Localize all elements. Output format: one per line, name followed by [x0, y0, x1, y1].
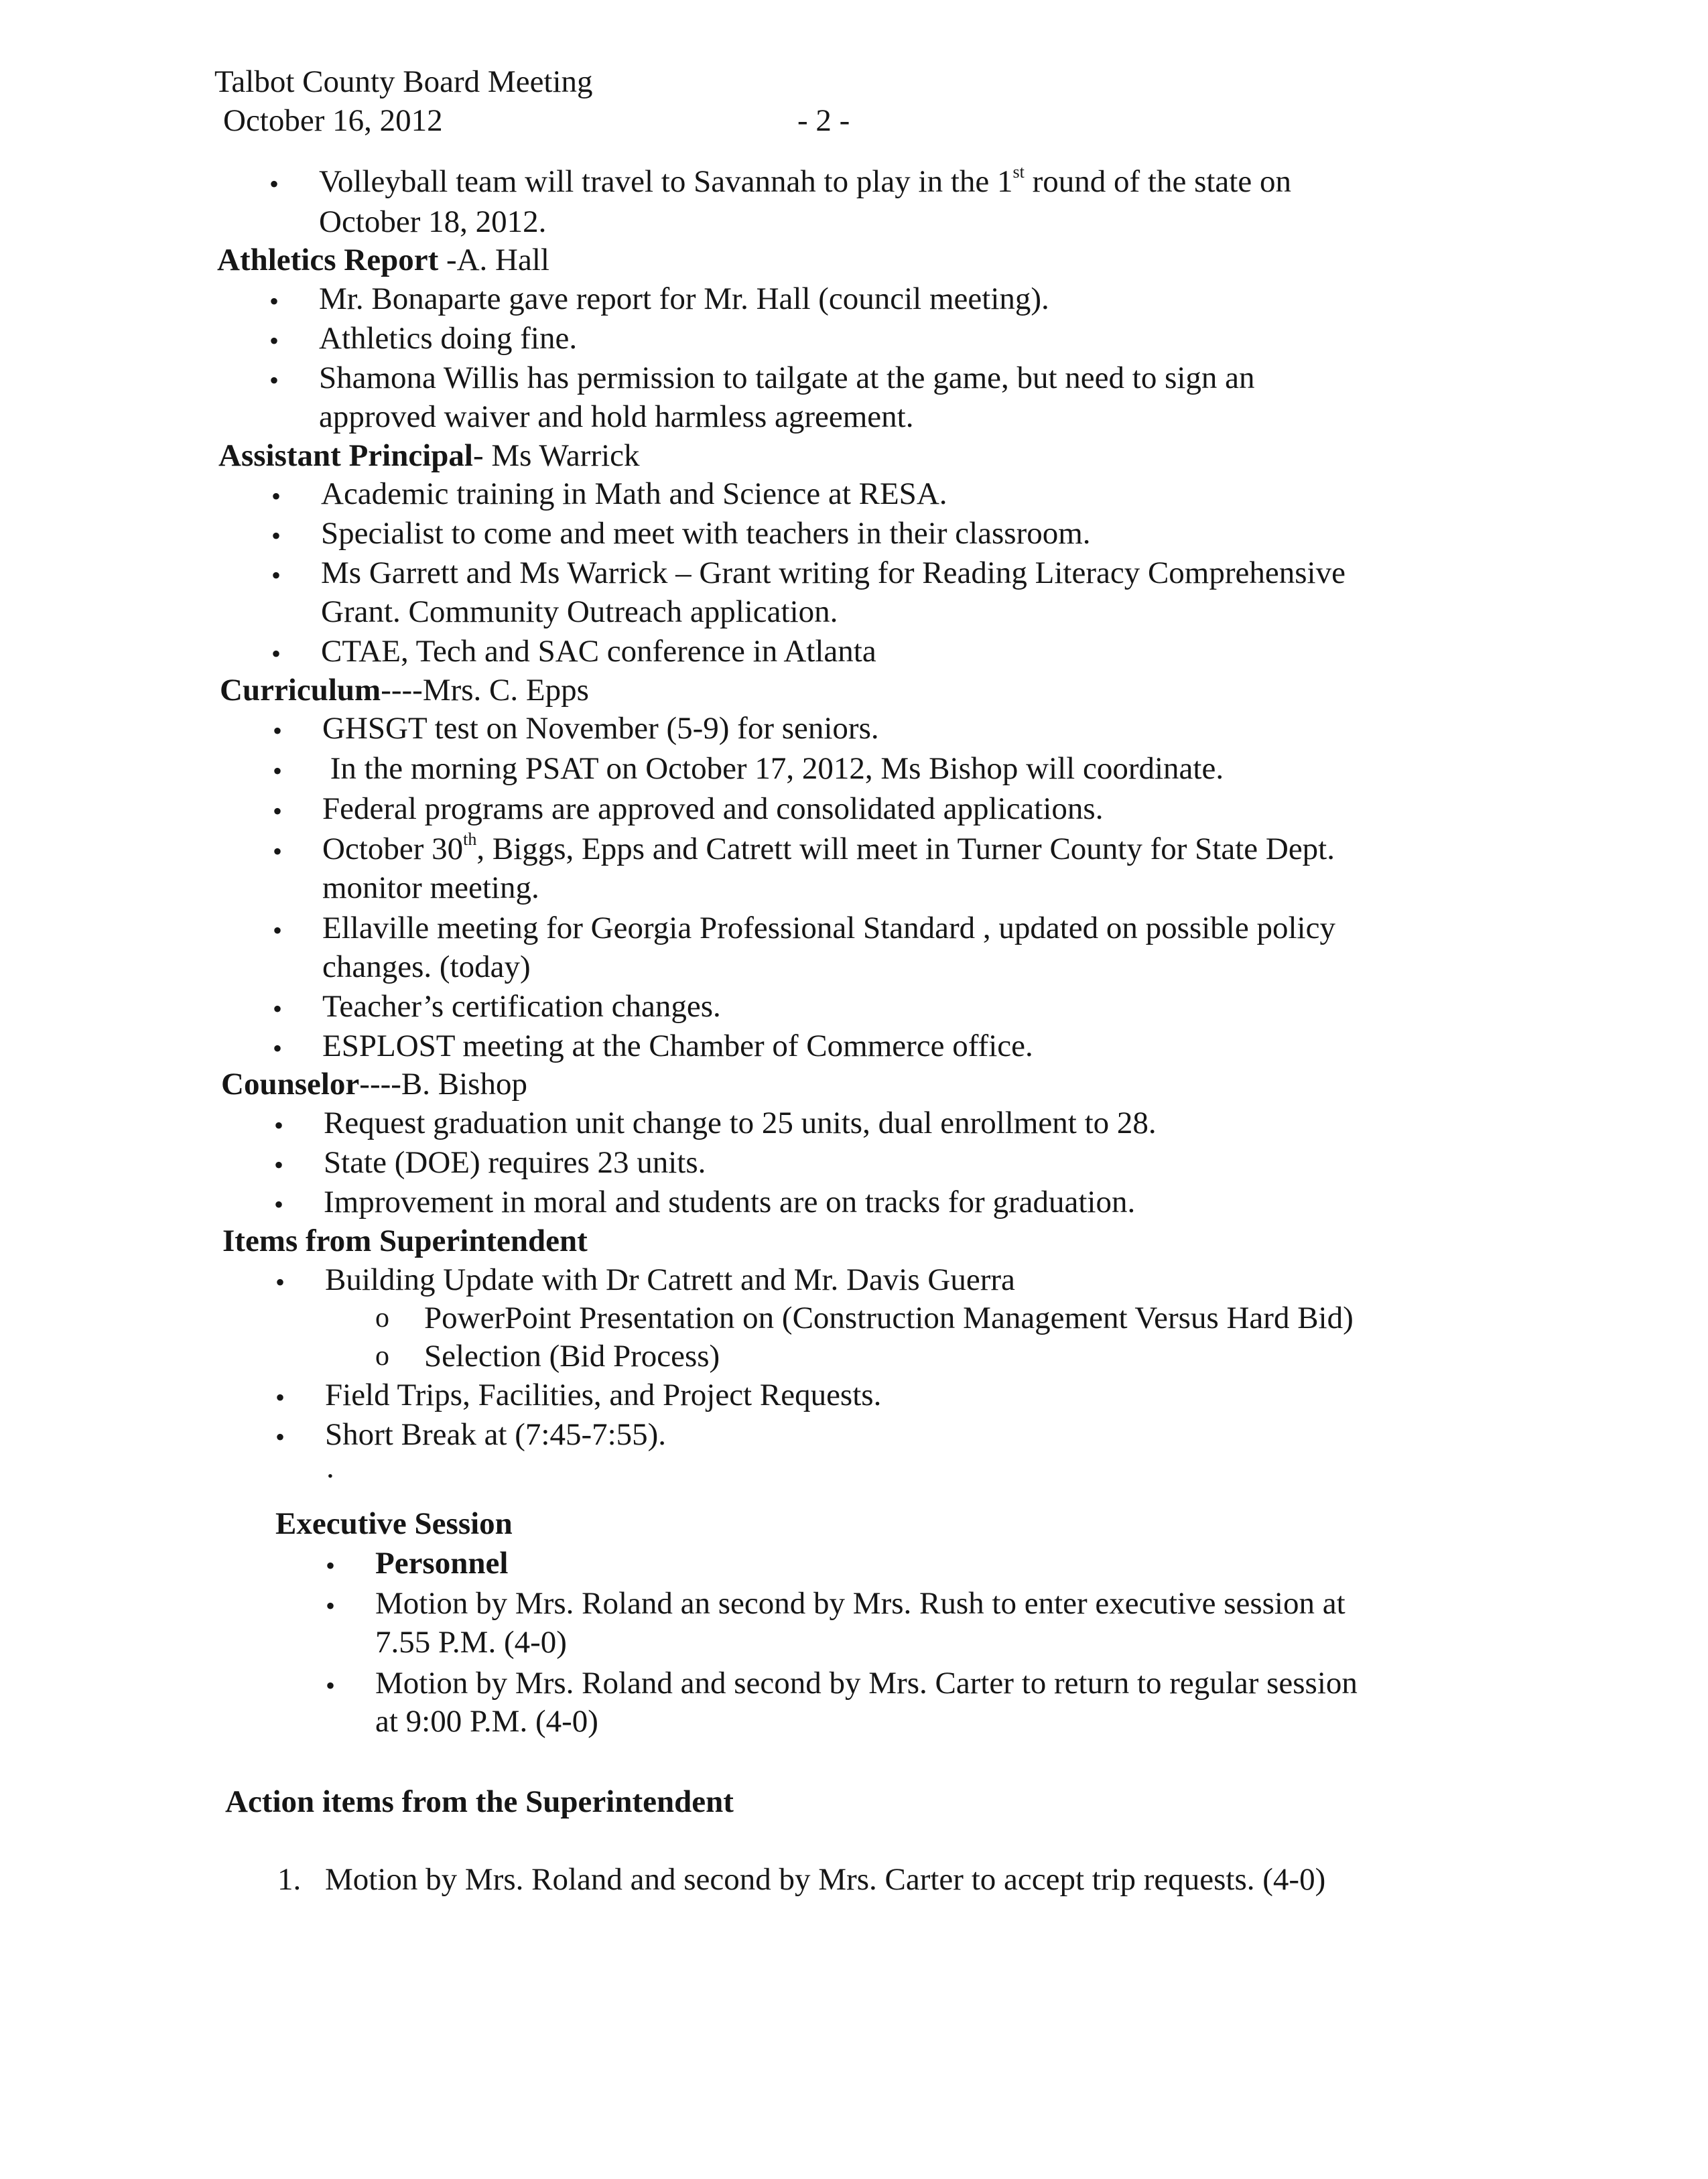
list-item: Motion by Mrs. Roland an second by Mrs. Rush to enter executive session at [375, 1586, 1345, 1621]
bullet-icon: • [274, 1110, 284, 1140]
section-heading-assistant-principal [218, 436, 640, 476]
list-item: Ms Garrett and Ms Warrick – Grant writing for Reading Literacy Comprehensive [321, 555, 1345, 590]
list-item: Shamona Willis has permission to tailgate at the game, but need to sign an [319, 360, 1255, 395]
list-item: Field Trips, Facilities, and Project Requests. [325, 1378, 882, 1412]
bullet-icon: • [271, 560, 281, 590]
bullet-icon: • [273, 915, 283, 945]
list-item: Ellaville meeting for Georgia Professional Standard , updated on possible policy [322, 911, 1335, 945]
bullet-icon: • [271, 639, 281, 669]
bullet-icon: • [273, 756, 283, 786]
bullet-icon: • [326, 1550, 336, 1581]
bullet-icon: • [326, 1591, 336, 1621]
list-item-continuation: at 9:00 P.M. (4-0) [375, 1704, 598, 1739]
list-item-continuation: approved waiver and hold harmless agreement. [319, 399, 914, 434]
list-item [322, 829, 1335, 869]
ordinal-suffix: th [463, 830, 477, 850]
section-heading-athletics [217, 240, 549, 280]
bullet-icon: • [274, 1150, 284, 1180]
bullet-icon: • [275, 1382, 285, 1412]
bullet-icon: • [269, 326, 279, 356]
bullet-icon: • [273, 994, 283, 1024]
list-item: Mr. Bonaparte gave report for Mr. Hall (council meeting). [319, 281, 1049, 316]
section-heading-superintendent: Items from Superintendent [222, 1224, 588, 1258]
sub-bullet-icon: o [375, 1341, 389, 1372]
section-heading-counselor [221, 1064, 527, 1104]
list-item: Improvement in moral and students are on tracks for graduation. [324, 1185, 1136, 1219]
item-text: round of the state on [1024, 164, 1291, 199]
list-item: Federal programs are approved and consolidated applications. [322, 791, 1104, 826]
item-text: October 30 [322, 832, 464, 866]
list-item-continuation: changes. (today) [322, 949, 531, 984]
list-item: Short Break at (7:45-7:55). [325, 1417, 667, 1452]
list-item: Motion by Mrs. Roland and second by Mrs. Carter to accept trip requests. (4-0) [325, 1862, 1326, 1897]
ordinal-suffix: st [1012, 162, 1025, 182]
bullet-icon: • [269, 169, 279, 199]
header-date: October 16, 2012 [223, 103, 443, 138]
list-item [319, 161, 1291, 202]
bullet-icon: • [275, 1267, 285, 1297]
list-item: ESPLOST meeting at the Chamber of Commerce office. [322, 1029, 1033, 1063]
list-item-continuation: monitor meeting. [322, 870, 539, 905]
list-item: Personnel [375, 1546, 509, 1581]
section-presenter: ----B. Bishop [359, 1067, 527, 1102]
page-number: - 2 - [797, 103, 850, 138]
list-item: Specialist to come and meet with teachers in their classroom. [321, 516, 1091, 551]
list-item: Athletics doing fine. [319, 321, 578, 356]
stray-mark: . [326, 1450, 334, 1485]
header-org: Talbot County Board Meeting [214, 64, 593, 99]
section-heading-curriculum [220, 670, 589, 710]
bullet-icon: • [273, 716, 283, 746]
bullet-icon: • [269, 365, 279, 395]
bullet-icon: • [273, 1033, 283, 1063]
list-item: State (DOE) requires 23 units. [324, 1145, 706, 1180]
list-item: Teacher’s certification changes. [322, 989, 721, 1024]
bullet-icon: • [273, 796, 283, 826]
list-item: Building Update with Dr Catrett and Mr. Davis Guerra [325, 1262, 1015, 1297]
list-item: Request graduation unit change to 25 units, dual enrollment to 28. [324, 1106, 1157, 1140]
list-item: CTAE, Tech and SAC conference in Atlanta [321, 634, 876, 669]
list-item: In the morning PSAT on October 17, 2012, Ms Bishop will coordinate. [322, 751, 1224, 786]
bullet-icon: • [274, 1189, 284, 1219]
bullet-icon: • [326, 1670, 336, 1701]
list-item: Academic training in Math and Science at RESA. [321, 476, 947, 511]
section-presenter: ----Mrs. C. Epps [381, 673, 589, 708]
bullet-icon: • [271, 521, 281, 551]
list-item-continuation: Grant. Community Outreach application. [321, 594, 838, 629]
sub-bullet-icon: o [375, 1303, 389, 1333]
list-item-continuation: 7.55 P.M. (4-0) [375, 1625, 567, 1660]
section-heading: Curriculum [220, 673, 381, 708]
list-item-continuation: October 18, 2012. [319, 204, 547, 239]
bullet-icon: • [275, 1422, 285, 1452]
list-item: Motion by Mrs. Roland and second by Mrs. Carter to return to regular session [375, 1666, 1358, 1701]
list-number: 1. [277, 1862, 302, 1897]
section-heading-executive-session: Executive Session [275, 1506, 513, 1541]
section-presenter: -A. Hall [438, 243, 549, 277]
section-heading: Assistant Principal [218, 438, 473, 473]
bullet-icon: • [271, 481, 281, 511]
section-heading-action-items: Action items from the Superintendent [225, 1784, 734, 1819]
section-heading: Athletics Report [217, 243, 439, 277]
sub-list-item: PowerPoint Presentation on (Construction Management Versus Hard Bid) [424, 1301, 1354, 1335]
sub-list-item: Selection (Bid Process) [424, 1339, 720, 1374]
bullet-icon: • [269, 286, 279, 316]
item-text: Volleyball team will travel to Savannah to play in the 1 [319, 164, 1013, 199]
item-text: , Biggs, Epps and Catrett will meet in Turner County for State Dept. [476, 832, 1335, 866]
bullet-icon: • [273, 836, 283, 866]
list-item: GHSGT test on November (5-9) for seniors. [322, 711, 879, 746]
section-heading: Counselor [221, 1067, 360, 1102]
section-presenter: - Ms Warrick [472, 438, 640, 473]
